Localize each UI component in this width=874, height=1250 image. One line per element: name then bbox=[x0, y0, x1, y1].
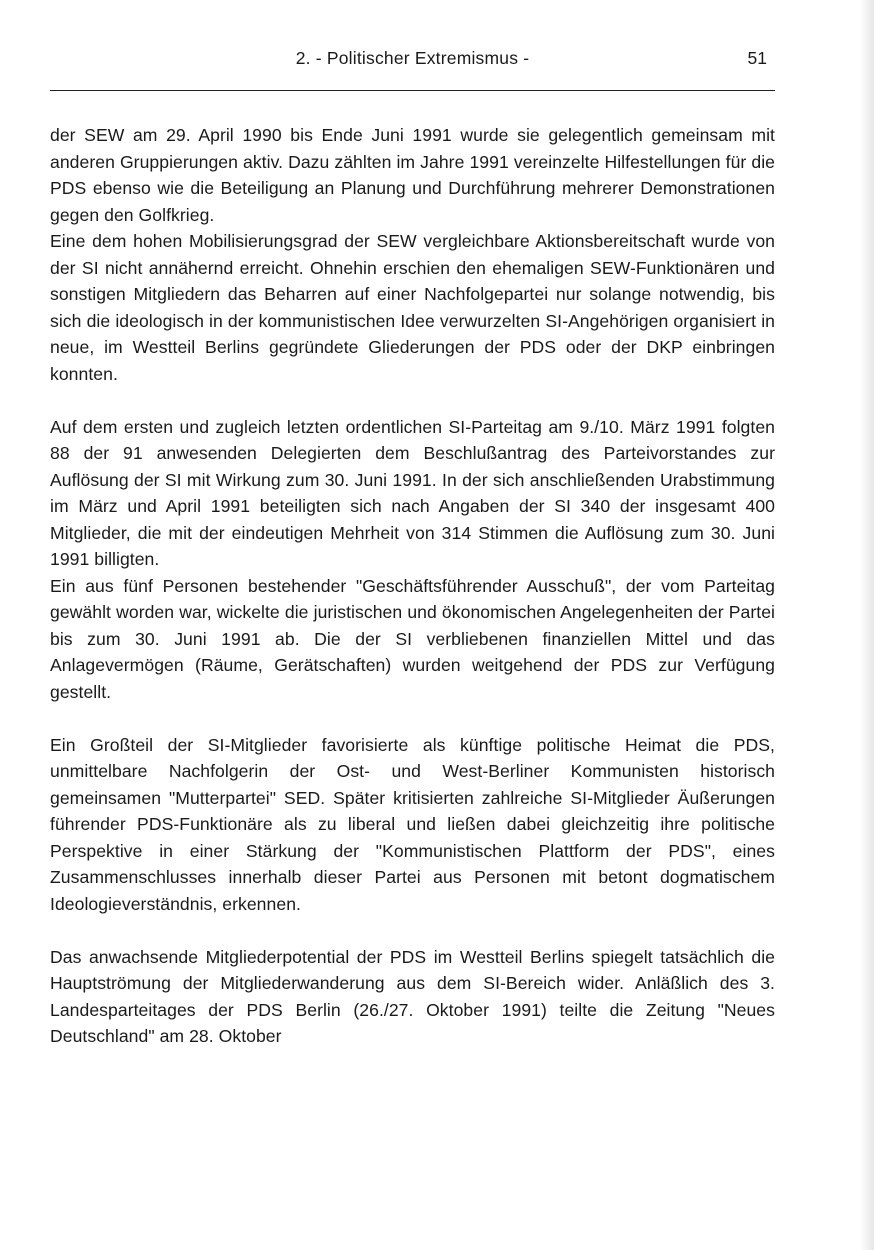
paragraph: Eine dem hohen Mobilisierungsgrad der SEW vergleichbare Aktionsbereitschaft wurde von der SI nicht annähernd erreicht. Ohnehin erschien den ehemaligen SEW-Funktionären und sonstigen Mitgliedern das Beharren auf einer Nachfolgepartei nur solange notwendig, bis sich die ideologisch in der kommunistischen Idee verwurzelten SI-Angehörigen organisiert in neue, im Westteil Berlins gegründete Gliederungen der PDS oder der DKP einbringen konnten. bbox=[50, 231, 775, 384]
paragraph: der SEW am 29. April 1990 bis Ende Juni 1991 wurde sie gelegentlich gemeinsam mit anderen Gruppierungen aktiv. Dazu zählten im Jahre 1991 vereinzelte Hilfestellungen für die PDS ebenso wie die Beteiligung an Planung und Durchführung mehrerer Demonstrationen gegen den Golfkrieg. bbox=[50, 125, 775, 225]
page-number: 51 bbox=[747, 48, 767, 68]
paragraph: Auf dem ersten und zugleich letzten ordentlichen SI-Parteitag am 9./10. März 1991 folgten 88 der 91 anwesenden Delegierten dem Beschlußantrag des Parteivorstandes zur Auflösung der SI mit Wirkung zum 30. Juni 1991. In der sich anschließenden Urabstimmung im März und April 1991 beteiligten sich nach Angaben der SI 340 der insgesamt 400 Mitglieder, die mit der eindeutigen Mehrheit von 314 Stimmen die Auflösung zum 30. Juni 1991 billigten. bbox=[50, 416, 775, 569]
page-header bbox=[50, 48, 775, 91]
paragraph: Das anwachsende Mitgliederpotential der PDS im Westteil Berlins spiegelt tatsächlich die Hauptströmung der Mitgliederwanderung aus dem SI-Bereich wider. Anläßlich des 3. Landesparteitages der PDS Berlin (26./27. Oktober 1991) teilte die Zeitung "Neues Deutschland" am 28. Oktober bbox=[50, 946, 775, 1046]
paragraph: Ein Großteil der SI-Mitglieder favorisierte als künftige politische Heimat die PDS, unmittelbare Nachfolgerin der Ost- und West-Berliner Kommunisten historisch gemeinsamen "Mutterpartei" SED. Später kritisierten zahlreiche SI-Mitglieder Äußerungen führender PDS-Funktionäre als zu liberal und ließen dabei gleichzeitig ihre politische Perspektive in einer Stärkung der "Kommunistischen Plattform der PDS", eines Zusammenschlusses innerhalb dieser Partei aus Personen mit betont dogmatischem Ideologieverständnis, erkennen. bbox=[50, 734, 775, 914]
running-head: 2. - Politischer Extremismus - bbox=[295, 48, 530, 68]
paragraph: Ein aus fünf Personen bestehender "Geschäftsführender Ausschuß", der vom Parteitag gewählt worden war, wickelte die juristischen und ökonomischen Angelegenheiten der Partei bis zum 30. Juni 1991 ab. Die der SI verbliebenen finanziellen Mittel und das Anlagevermögen (Räume, Gerätschaften) wurden weitgehend der PDS zur Verfügung gestellt. bbox=[50, 575, 775, 702]
body-text bbox=[50, 122, 775, 1050]
page-edge-shadow bbox=[860, 0, 874, 1250]
